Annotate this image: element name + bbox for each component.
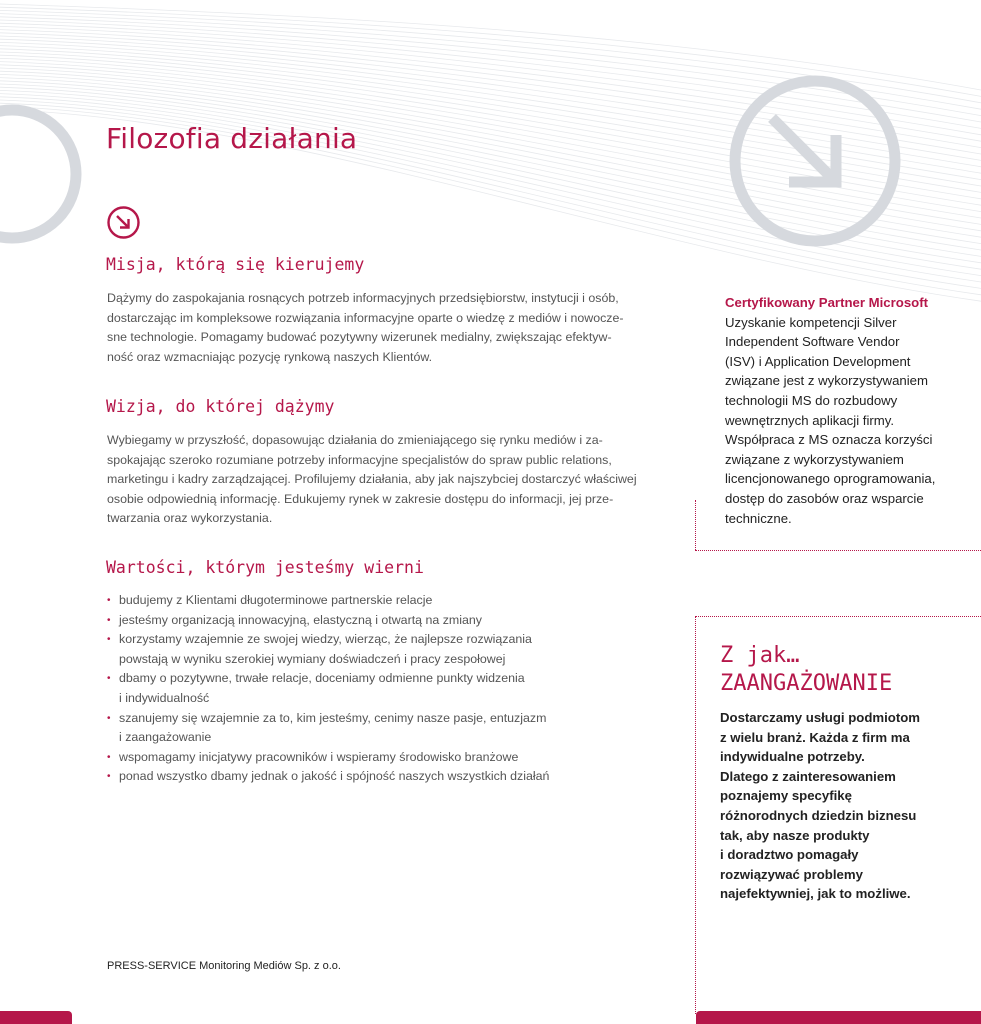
bullet-icon: • (107, 712, 111, 724)
engagement-line: Dlatego z zainteresowaniem (720, 768, 896, 784)
bullet-icon: • (107, 673, 111, 685)
values-list-item (107, 709, 647, 748)
values-item-line: wspomagamy inicjatywy pracowników i wspieramy środowisko branżowe (119, 749, 519, 764)
mission-line: sne technologie. Pomagamy budować pozytywny wizerunek medialny, zwiększając efektyw- (107, 330, 612, 345)
certification-line: techniczne. (725, 510, 792, 526)
certification-box (725, 293, 965, 528)
vision-heading: Wizja, do której dążymy (106, 397, 335, 416)
vision-line: Wybiegamy w przyszłość, dopasowując działania do zmieniającego się rynku mediów i za- (107, 433, 603, 447)
engagement-line: indywidualne potrzeby. (720, 749, 865, 765)
certification-line: Uzyskanie kompetencji Silver (725, 314, 897, 330)
engagement-line: poznajemy specyfikę (720, 788, 852, 804)
engagement-line: Dostarczamy usługi podmiotom (720, 710, 921, 725)
engagement-line: najefektywniej, jak to możliwe. (720, 886, 911, 902)
certification-line: dostęp do zasobów oraz wsparcie (725, 490, 924, 506)
large-circle-arrow-icon-left (0, 96, 100, 256)
mission-line: ność oraz wzmacniając pozycję rynkową naszych Klientów. (107, 349, 433, 364)
values-heading: Wartości, którym jesteśmy wierni (106, 558, 424, 577)
values-list-item (107, 748, 647, 768)
values-list-item (107, 611, 647, 631)
engagement-title-line1: Z jak… (720, 643, 800, 668)
values-item-line: dbamy o pozytywne, trwałe relacje, doceniamy odmienne punkty widzenia (119, 671, 525, 686)
values-item-line: szanujemy się wzajemnie za to, kim jesteśmy, cenimy nasze pasje, entuzjazm (119, 710, 547, 725)
certification-line: wewnętrznych aplikacji firmy. (725, 412, 895, 428)
certification-line: Independent Software Vendor (725, 334, 900, 350)
vision-line: spokajając szeroko rozumiane potrzeby informacyjne specjalistów do spraw public relations, (107, 452, 612, 467)
vision-line: marketingu i kadry zarządzającej. Profilujemy działania, aby jak najszybciej dostarczyć właściwej (107, 472, 637, 487)
bullet-icon: • (107, 771, 111, 783)
values-item-line: ponad wszystko dbamy jednak o jakość i spójność naszych wszystkich działań (119, 769, 550, 784)
values-item-line: i zaangażowanie (119, 730, 212, 745)
bullet-icon: • (107, 595, 111, 606)
engagement-line: z wielu branż. Każda z firm ma (720, 729, 910, 745)
mission-line: Dążymy do zaspokajania rosnących potrzeb informacyjnych przedsiębiorstw, instytucji i osób, (107, 291, 619, 305)
engagement-text (720, 708, 960, 904)
large-circle-arrow-icon-right (720, 66, 910, 256)
footer-bar-left (0, 1011, 72, 1024)
mission-heading: Misja, którą się kierujemy (106, 255, 365, 274)
values-item-line: powstają w wyniku szerokiej wymiany doświadczeń i pracy zespołowej (119, 651, 506, 666)
values-item-line: jesteśmy organizacją innowacyjną, elastyczną i otwartą na zmiany (119, 612, 482, 627)
certification-line: Współpraca z MS oznacza korzyści (725, 432, 933, 448)
certification-line: licencjonowanego oprogramowania, (725, 471, 936, 487)
values-item-line: korzystamy wzajemnie ze swojej wiedzy, wierząc, że najlepsze rozwiązania (119, 632, 532, 647)
values-list-item (107, 669, 647, 708)
bullet-icon: • (107, 634, 111, 646)
footer-company: PRESS-SERVICE Monitoring Mediów Sp. z o.o. (107, 960, 341, 972)
values-list (107, 591, 647, 787)
values-item-line: i indywidualność (119, 690, 210, 705)
engagement-line: tak, aby nasze produkty (720, 827, 870, 843)
values-list-item (107, 767, 647, 787)
footer-bar-right (696, 1011, 981, 1024)
engagement-line: rozwiązywać problemy (720, 866, 863, 882)
engagement-line: i doradztwo pomagały (720, 847, 859, 863)
mission-text (107, 289, 644, 367)
circle-arrow-down-right-icon (106, 205, 141, 240)
certification-title: Certyfikowany Partner Microsoft (725, 295, 928, 310)
page-title: Filozofia działania (106, 122, 358, 155)
certification-text (725, 313, 965, 529)
values-list-item (107, 591, 647, 611)
certification-line: związane z wykorzystywaniem (725, 451, 904, 467)
certification-line: (ISV) i Application Development (725, 353, 911, 369)
vision-line: twarzania oraz wykorzystania. (107, 511, 273, 526)
engagement-title (720, 642, 892, 698)
bullet-icon: • (107, 614, 111, 626)
vision-line: osobie odpowiednią informację. Edukujemy rynek w zakresie dostępu do informacji, jej prze- (107, 491, 614, 506)
vision-text (107, 431, 644, 529)
engagement-title-line2: ZAANGAŻOWANIE (720, 671, 893, 696)
certification-line: technologii MS do rozbudowy (725, 392, 898, 408)
engagement-line: różnorodnych dziedzin biznesu (720, 807, 917, 823)
values-item-line: budujemy z Klientami długoterminowe partnerskie relacje (119, 593, 433, 607)
certification-line: związane jest z wykorzystywaniem (725, 373, 929, 389)
mission-line: dostarczając im kompleksowe rozwiązania informacyjne oparte o wiedzę z mediów i nowocze- (107, 310, 624, 325)
bullet-icon: • (107, 751, 111, 763)
values-list-item (107, 630, 647, 669)
